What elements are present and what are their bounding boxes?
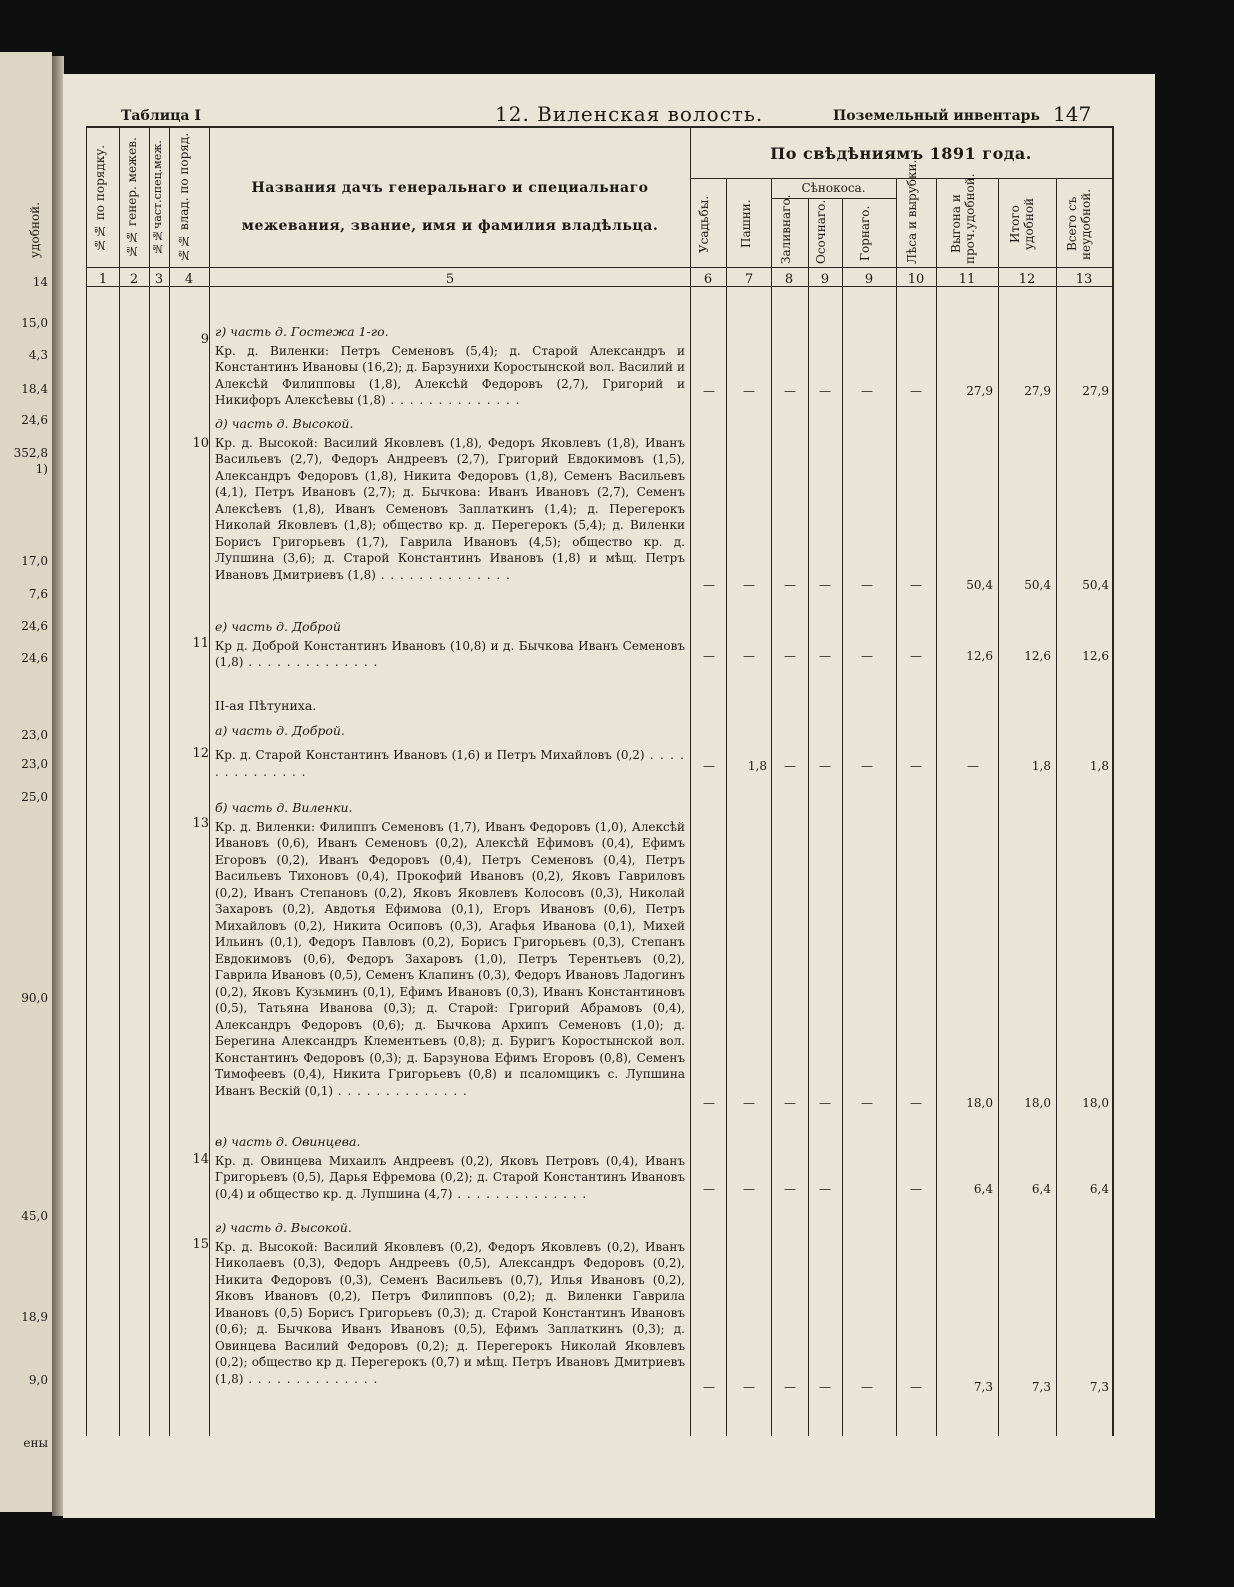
value-col-7: 1,8 (747, 759, 767, 773)
table-row (215, 800, 685, 1099)
left-page-value: 1) (35, 462, 48, 476)
entry-number: 10 (192, 436, 209, 451)
dash: — (910, 1380, 922, 1394)
value-col-11: 27,9 (966, 384, 993, 398)
column-rule (119, 126, 120, 1436)
dash: — (967, 759, 979, 773)
dash: — (703, 578, 715, 592)
dash: — (819, 578, 831, 592)
table-top-rule (86, 126, 1112, 128)
left-page-value: 14 (32, 275, 48, 289)
column-rule (209, 126, 210, 1436)
entry-number: 12 (192, 746, 209, 761)
column-rule (808, 198, 809, 1436)
column-rule (771, 178, 772, 1436)
dash: — (743, 649, 755, 663)
column-number: 10 (907, 272, 925, 287)
header-rule (86, 267, 1112, 268)
dash: — (703, 1096, 715, 1110)
section-heading: б) часть д. Виленки. (215, 800, 353, 815)
dash: — (861, 1380, 873, 1394)
dash: — (784, 1096, 796, 1110)
value-col-12: 12,6 (1024, 649, 1051, 663)
col-header-2: №№ генер. межев. (125, 137, 139, 259)
dash: — (861, 1096, 873, 1110)
dash: — (784, 1182, 796, 1196)
section-heading: г) часть д. Гостежа 1-го. (215, 324, 389, 339)
group-header: По свѣдѣниямъ 1891 года. (770, 144, 1032, 163)
left-page-value: 15,0 (21, 316, 48, 330)
dash: — (910, 1182, 922, 1196)
value-col-13: 7,3 (1089, 1380, 1109, 1394)
left-page-value: 24,6 (21, 619, 48, 633)
value-col-13: 27,9 (1082, 384, 1109, 398)
table-label: Таблица I (121, 108, 201, 124)
entry-number: 15 (192, 1237, 209, 1252)
column-rule (149, 126, 150, 1436)
left-page-value: 17,0 (21, 554, 48, 568)
value-col-11: 18,0 (966, 1096, 993, 1110)
dash: — (703, 1182, 715, 1196)
col-header-6: Усадьбы. (697, 195, 711, 253)
col-header-7: Пашни. (739, 199, 753, 249)
col-header-13: Всего съ неудобной. (1065, 188, 1093, 260)
owner-list: Кр д. Доброй Константинъ Ивановъ (10,8) и д. Бычкова Иванъ Семеновъ (1,8) . . . (215, 638, 685, 671)
col-header-9b: Горнаго. (858, 205, 872, 261)
column-number: 2 (129, 272, 139, 287)
entry-number: 14 (192, 1152, 209, 1167)
column-number: 8 (784, 272, 794, 287)
dash: — (910, 649, 922, 663)
value-col-12: 18,0 (1024, 1096, 1051, 1110)
dash: — (910, 1096, 922, 1110)
column-rule (998, 178, 999, 1436)
value-col-13: 1,8 (1089, 759, 1109, 773)
dash: — (784, 649, 796, 663)
table-row (215, 698, 685, 780)
dash: — (743, 1380, 755, 1394)
page-number: 147 (1053, 102, 1092, 126)
table-row (215, 1220, 685, 1387)
left-page-value: 25,0 (21, 790, 48, 804)
column-rule (726, 178, 727, 1436)
left-page-value: 24,6 (21, 651, 48, 665)
dash: — (703, 1380, 715, 1394)
dash: — (819, 1182, 831, 1196)
col-header-1: №№ по порядку. (93, 144, 107, 252)
dash: — (861, 384, 873, 398)
left-page-value: 9,0 (28, 1373, 48, 1387)
col-header-8: Заливнаго. (779, 194, 793, 264)
left-page-value: 7,6 (28, 587, 48, 601)
dash: — (910, 384, 922, 398)
dash: — (819, 384, 831, 398)
column-number: 12 (1018, 272, 1036, 287)
value-col-13: 18,0 (1082, 1096, 1109, 1110)
left-page-value: 18,4 (21, 382, 48, 396)
section-heading: в) часть д. Овинцева. (215, 1134, 361, 1149)
owner-list: Кр. д. Высокой: Василий Яковлевъ (1,8), Федоръ Яковлевъ (1,8), Иванъ Васильевъ (2,7), Федоръ Андреевъ (2,7), Григорий Евдокимовъ (1,5), Александръ Федоровъ (1,8), Никита Федоровъ (1,8), Семенъ Васильевъ (4,1), Петръ Ивановъ (2,7); д. Бычкова: Иванъ Ивановъ (2,7), Семенъ Алексѣевъ (1,8), Иванъ Семеновъ Заплаткинъ (1,4); д. Перегерокъ Николай Яковлевъ (1,8); общество кр. д. Перегерокъ (5,4); д. Виленки Борисъ Григорьевъ (1,7), Гаврила Ивановъ (4,5); общество кр. д. Лупшина (3,6); д. Старой Константинъ Ивановъ (1,8) и мѣщ. Петръ Ивановъ Дмитриевъ (1,8) . . . (215, 435, 685, 584)
dash: — (784, 384, 796, 398)
table-row (215, 619, 685, 671)
value-col-12: 1,8 (1031, 759, 1051, 773)
subdivision-heading: II-ая Пѣтуниха. (215, 698, 317, 713)
value-col-11: 6,4 (973, 1182, 993, 1196)
left-page-value: 23,0 (21, 757, 48, 771)
dash: — (703, 649, 715, 663)
dash: — (819, 649, 831, 663)
column-rule (896, 178, 897, 1436)
col-header-10: Лѣса и вырубки. (905, 159, 919, 264)
left-page-value: 24,6 (21, 413, 48, 427)
value-col-13: 6,4 (1089, 1182, 1109, 1196)
column-number: 7 (744, 272, 754, 287)
column-number: 6 (703, 272, 713, 287)
dash: — (861, 578, 873, 592)
senokos-header: Сѣнокоса. (801, 181, 866, 195)
column-rule (936, 178, 937, 1436)
column-rule (1112, 126, 1114, 1436)
dash: — (743, 578, 755, 592)
dash: — (743, 1096, 755, 1110)
col-header-12: Итого удобной (1008, 197, 1036, 251)
left-page-value: ены (23, 1436, 48, 1450)
document-page (63, 74, 1155, 1518)
column-rule (842, 198, 843, 1436)
value-col-12: 7,3 (1031, 1380, 1051, 1394)
dash: — (743, 384, 755, 398)
col-header-5: Названия дачъ генеральнаго и специальнаго межевания, звание, имя и фамилия владѣльца. (241, 180, 659, 234)
dash: — (703, 759, 715, 773)
section-title: Поземельный инвентарь (833, 108, 1040, 124)
column-number: 9 (864, 272, 874, 287)
left-page-margin (0, 52, 52, 1512)
left-page-text: удобной. (28, 202, 42, 258)
value-col-11: 50,4 (966, 578, 993, 592)
left-page-value: 45,0 (21, 1209, 48, 1223)
value-col-12: 27,9 (1024, 384, 1051, 398)
column-rule (1056, 178, 1057, 1436)
left-page-value: 90,0 (21, 991, 48, 1005)
dash: — (784, 578, 796, 592)
col-header-9a: Осочнаго. (814, 199, 828, 264)
left-page-value: 4,3 (28, 348, 48, 362)
left-page-value: 352,8 (13, 446, 48, 460)
col-header-11: Выгона и проч.удобной. (949, 173, 977, 264)
value-col-11: 7,3 (973, 1380, 993, 1394)
col-header-4: №№ влад. по поряд. (177, 132, 191, 262)
column-number: 3 (154, 272, 164, 287)
table-row (215, 416, 685, 583)
owner-list: Кр. д. Старой Константинъ Ивановъ (1,6) и Петръ Михайловъ (0,2) . . . (215, 747, 685, 780)
column-rule (169, 126, 170, 1436)
owner-list: Кр. д. Виленки: Филиппъ Семеновъ (1,7), Иванъ Федоровъ (1,0), Алексѣй Ивановъ (0,6), Иванъ Семеновъ (0,2), Алексѣй Ефимовъ (0,4), Ефимъ Егоровъ (0,2), Иванъ Федоровъ (0,4), Петръ Семеновъ (0,4), Петръ Васильевъ Тихоновъ (0,4), Прокофий Ивановъ (0,2), Яковъ Гавриловъ (0,2), Иванъ Степановъ (0,2), Яковъ Яковлевъ Колосовъ (0,3), Николай Захаровъ (0,2), Авдотья Ефимова (0,1), Егоръ Ивановъ (0,6), Петръ Михайловъ (0,2), Никита Осиповъ (0,3), Агафья Иванова (0,1), Михей Ильинъ (0,1), Федоръ Павловъ (0,2), Борисъ Григорьевъ (0,3), Степанъ Евдокимовъ (0,6), Федоръ Захаровъ (1,0), Петръ Терентьевъ (0,2), Гаврила Ивановъ (0,5), Семенъ Клапинъ (0,3), Федоръ Ивановъ Ладогинъ (0,2), Яковъ Кузьминъ (0,1), Ефимъ Ивановъ (0,3), Иванъ Константиновъ (0,5), Татьяна Иванова (0,3); д. Старой: Григорий Абрамовъ (0,4), Александръ Федоровъ (0,6); д. Бычкова Архипъ Семеновъ (1,0); д. Берегина Александръ Клементьевъ (0,8); д. Буригъ Коростынской вол. Константинъ Федоровъ (0,3); д. Барзунова Ефимъ Егоровъ (0,8), Семенъ Тимофеевъ (0,4), Никита Григорьевъ (0,8) и псаломщикъ с. Лупшина Иванъ Вескій (0,1) . . . (215, 819, 685, 1100)
value-col-13: 12,6 (1082, 649, 1109, 663)
left-page-value: 18,9 (21, 1310, 48, 1324)
column-number: 1 (98, 272, 108, 287)
col-header-3: №№част.спец.меж. (151, 140, 164, 256)
dash: — (784, 759, 796, 773)
dash: — (910, 578, 922, 592)
owner-list: Кр. д. Овинцева Михаилъ Андреевъ (0,2), Яковъ Петровъ (0,4), Иванъ Григорьевъ (0,5), Дарья Ефремова (0,2); д. Старой Константинъ Ивановъ (0,4) и общество кр. д. Лупшина (4,7) . . . (215, 1153, 685, 1203)
dash: — (743, 1182, 755, 1196)
entry-number: 13 (192, 816, 209, 831)
column-number: 13 (1075, 272, 1093, 287)
dash: — (784, 1380, 796, 1394)
column-rule (86, 126, 87, 1436)
dash: — (861, 649, 873, 663)
value-col-12: 50,4 (1024, 578, 1051, 592)
section-heading: д) часть д. Высокой. (215, 416, 354, 431)
section-heading: е) часть д. Доброй (215, 619, 341, 634)
page-title: 12. Виленская волость. (495, 102, 764, 126)
table-row (215, 1134, 685, 1202)
owner-list: Кр. д. Высокой: Василий Яковлевъ (0,2), Федоръ Яковлевъ (0,2), Иванъ Николаевъ (0,3), Федоръ Андреевъ (0,5), Александръ Федоровъ (0,2), Никита Федоровъ (0,3), Семенъ Васильевъ (0,7), Илья Ивановъ (0,2), Яковъ Ивановъ (0,2), Петръ Филипповъ (0,2); д. Виленки Гаврила Ивановъ (0,5) Борисъ Григорьевъ (0,3); д. Старой Константинъ Ивановъ (0,6); д. Бычкова Иванъ Ивановъ (0,5), Ефимъ Заплаткинъ (0,3); д. Овинцева Василий Федоровъ (0,2); д. Перегерокъ Николай Яковлевъ (0,2); общество кр д. Перегерокъ (0,7) и мѣщ. Петръ Ивановъ Дмитриевъ (1,8) . . . (215, 1239, 685, 1388)
group-rule (690, 178, 1112, 179)
section-heading: г) часть д. Высокой. (215, 1220, 352, 1235)
left-page-value: 23,0 (21, 728, 48, 742)
dash: — (861, 759, 873, 773)
table-row (215, 324, 685, 409)
value-col-12: 6,4 (1031, 1182, 1051, 1196)
column-rule (690, 126, 691, 1436)
entry-number: 9 (200, 332, 209, 347)
column-number: 9 (820, 272, 830, 287)
dash: — (819, 1380, 831, 1394)
section-heading: а) часть д. Доброй. (215, 722, 345, 738)
dash: — (910, 759, 922, 773)
dash: — (819, 759, 831, 773)
value-col-11: 12,6 (966, 649, 993, 663)
column-number: 11 (958, 272, 976, 287)
column-number: 5 (445, 272, 455, 287)
entry-number: 11 (192, 636, 209, 651)
owner-list: Кр. д. Виленки: Петръ Семеновъ (5,4); д. Старой Александръ и Константинъ Ивановы (16,2); д. Барзунихи Коростынской вол. Василий и Алексѣй Филипповы (1,8), Алексѣй Федоровъ (2,7), Григорий и Никифоръ Алексѣевы (1,8) . . . (215, 343, 685, 409)
dash: — (819, 1096, 831, 1110)
column-number: 4 (184, 272, 194, 287)
dash: — (703, 384, 715, 398)
value-col-13: 50,4 (1082, 578, 1109, 592)
